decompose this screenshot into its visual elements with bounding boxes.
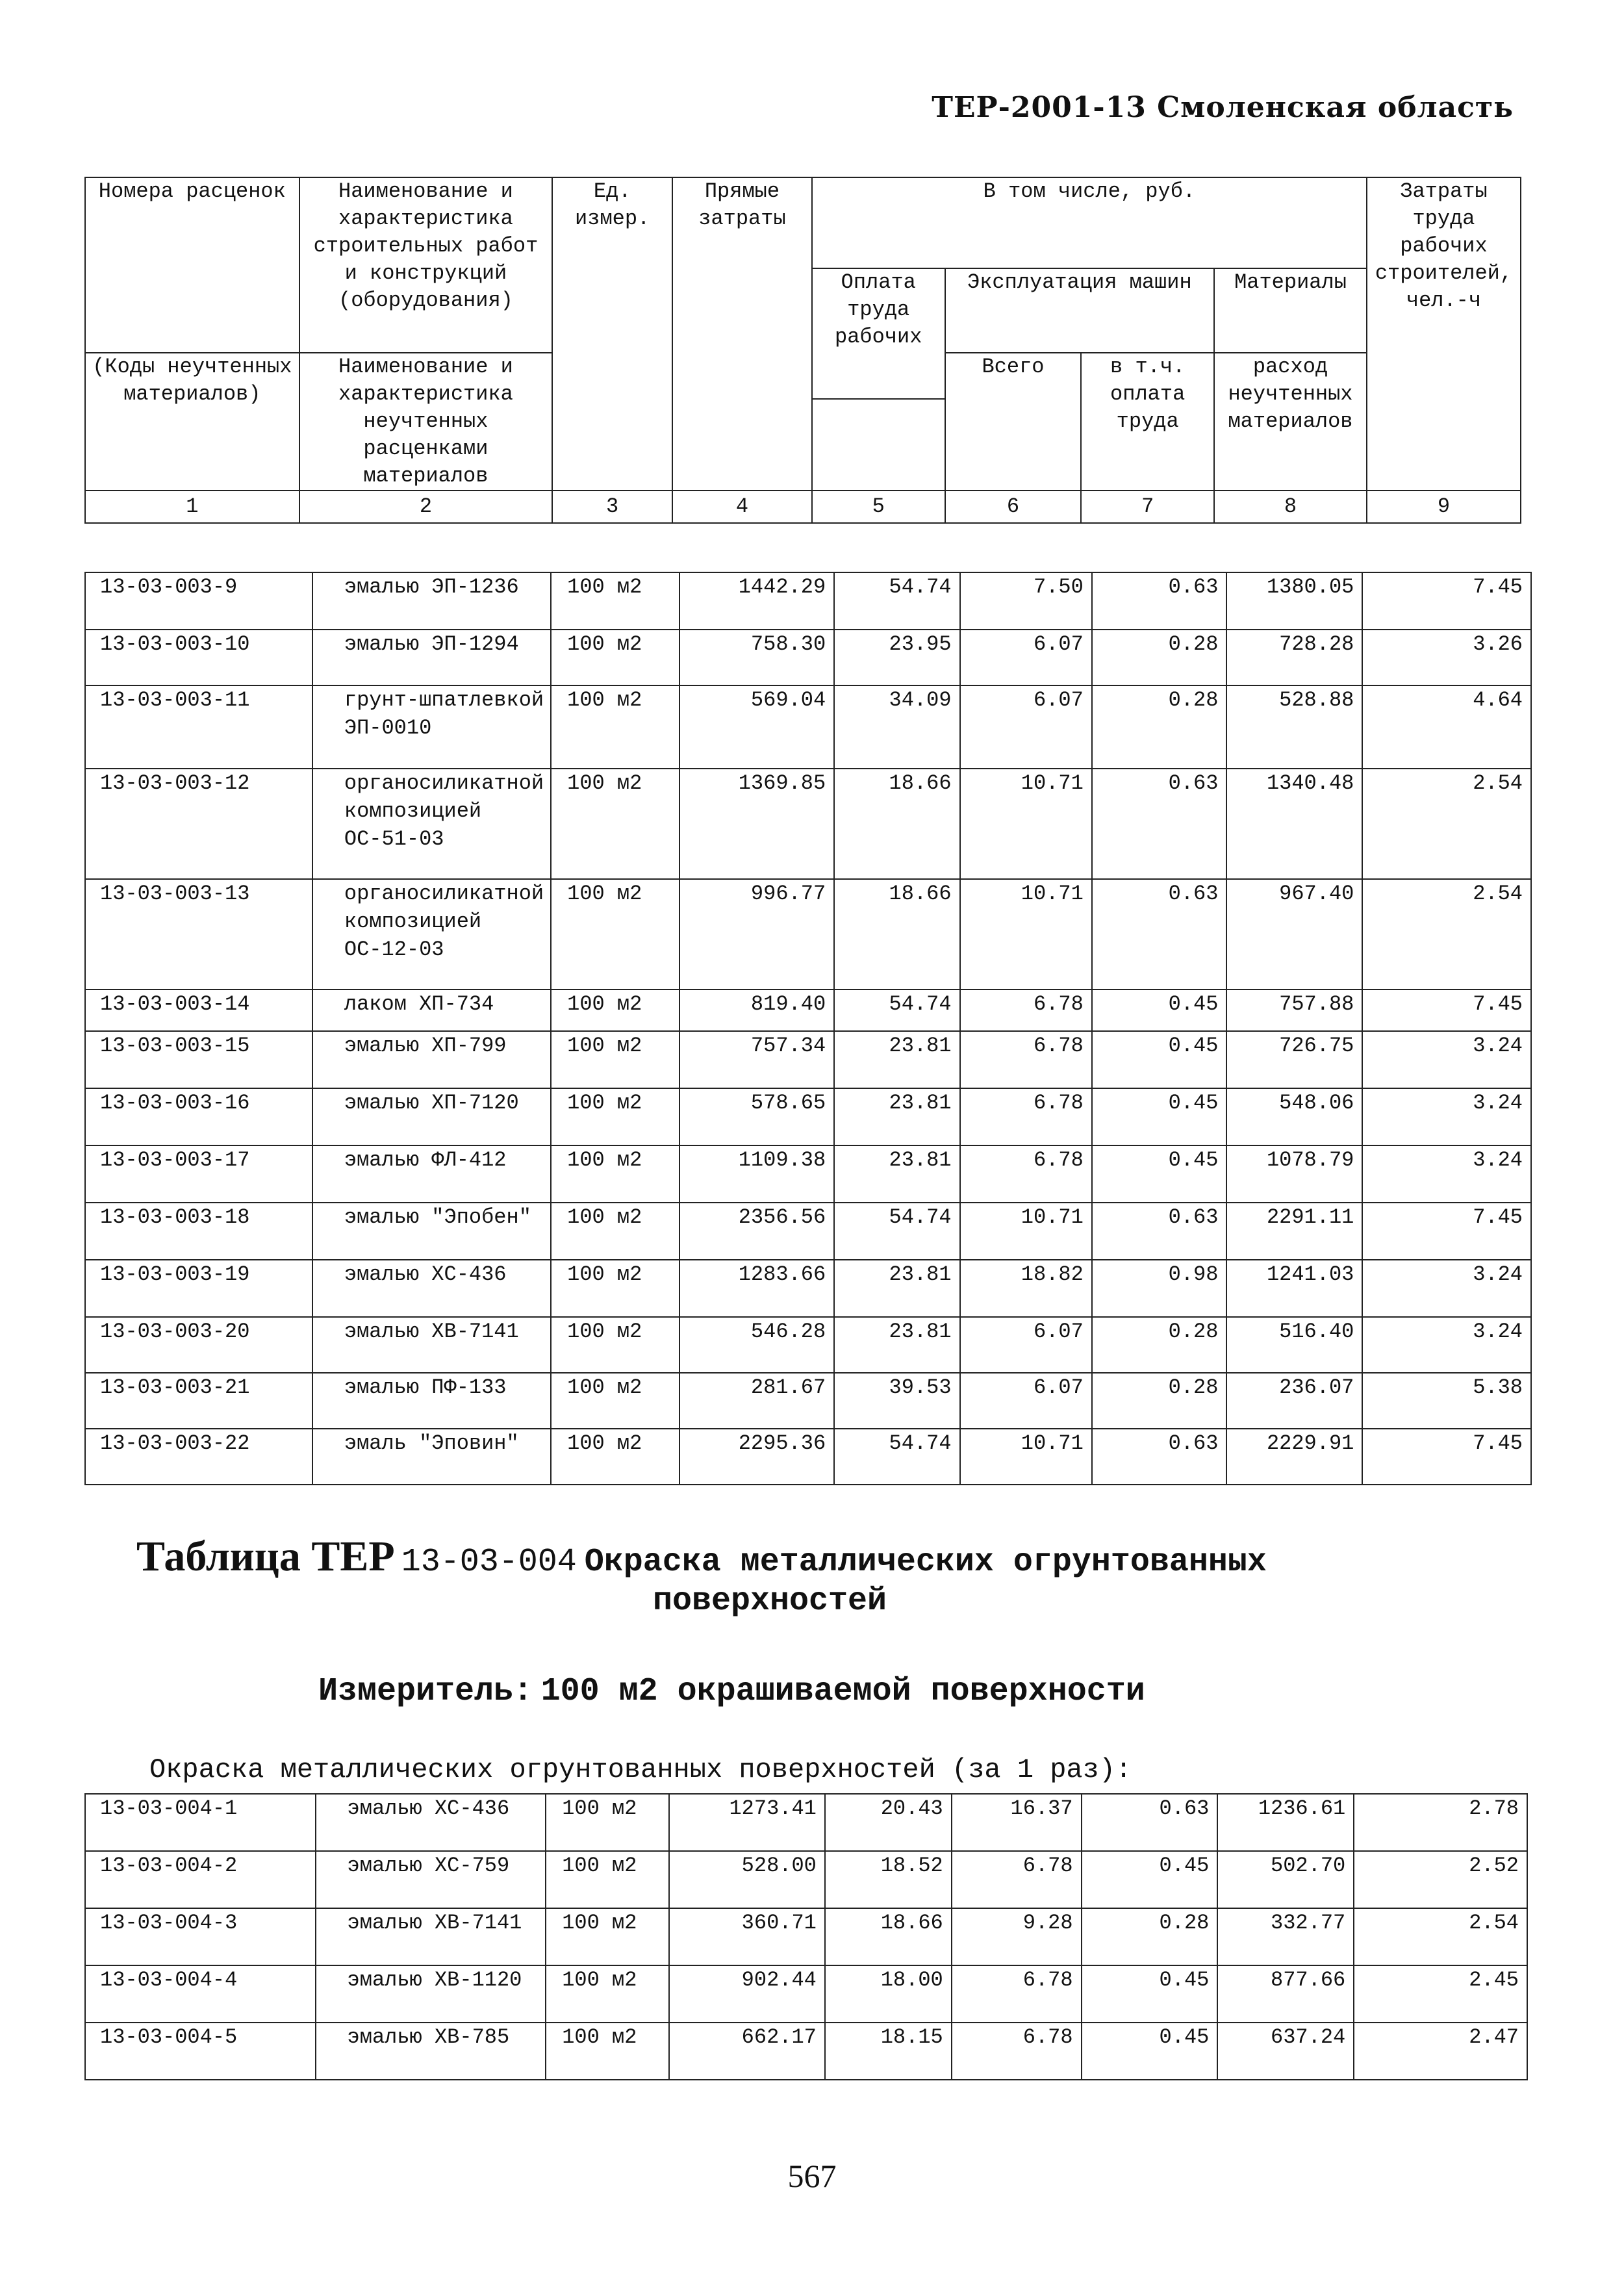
table-row — [85, 2023, 1527, 2080]
unit-cell: 100 м2 — [551, 1088, 679, 1145]
machines-labor-pay-cell: 0.63 — [1092, 572, 1227, 630]
table-title-name: Окраска металлических огрунтованных — [584, 1544, 1267, 1581]
direct-costs-cell: 996.77 — [679, 879, 834, 990]
direct-costs-cell: 662.17 — [669, 2023, 825, 2080]
table-row — [85, 1851, 1527, 1908]
machines-total-cell: 6.78 — [952, 1851, 1082, 1908]
rate-code-cell: 13-03-003-18 — [85, 1203, 312, 1260]
header-spacer-cell — [812, 399, 945, 491]
unit-cell: 100 м2 — [546, 1908, 669, 1965]
direct-costs-cell: 546.28 — [679, 1317, 834, 1373]
materials-cost-cell: 548.06 — [1226, 1088, 1362, 1145]
machines-total-cell: 6.07 — [960, 685, 1092, 769]
machines-total-cell: 6.07 — [960, 630, 1092, 685]
materials-cost-cell: 1241.03 — [1226, 1260, 1362, 1317]
machines-labor-pay-cell: 0.28 — [1082, 1908, 1218, 1965]
column-header-table — [84, 177, 1521, 524]
direct-costs-cell: 360.71 — [669, 1908, 825, 1965]
header-machines-labor: в т.ч. оплата труда — [1081, 353, 1214, 491]
direct-costs-cell: 569.04 — [679, 685, 834, 769]
work-name-cell: эмалью ХС-436 — [316, 1794, 546, 1851]
header-labor-pay: Оплата труда рабочих — [812, 268, 945, 399]
labor-pay-cell: 54.74 — [834, 990, 959, 1031]
work-name-cell: эмалью ХВ-7141 — [316, 1908, 546, 1965]
rate-code-cell: 13-03-003-12 — [85, 769, 312, 879]
rate-code-cell: 13-03-003-11 — [85, 685, 312, 769]
labor-pay-cell: 18.66 — [834, 769, 959, 879]
column-number: 4 — [672, 491, 812, 523]
table-row — [85, 1373, 1531, 1429]
unit-cell: 100 м2 — [546, 2023, 669, 2080]
table-row — [85, 879, 1531, 990]
column-number: 7 — [1081, 491, 1214, 523]
rates-table-13-03-003 — [84, 572, 1532, 1485]
table-row — [85, 1429, 1531, 1485]
machines-total-cell: 9.28 — [952, 1908, 1082, 1965]
machines-total-cell: 6.78 — [960, 1145, 1092, 1203]
header-unit: Ед. измер. — [552, 177, 672, 491]
machines-labor-pay-cell: 0.45 — [1092, 1031, 1227, 1088]
work-name-cell: лаком ХП-734 — [312, 990, 551, 1031]
header-unaccounted-usage: расход неучтенных материалов — [1214, 353, 1367, 491]
column-number: 8 — [1214, 491, 1367, 523]
machines-labor-pay-cell: 0.63 — [1092, 769, 1227, 879]
work-name-cell: эмалью ФЛ-412 — [312, 1145, 551, 1203]
machines-labor-pay-cell: 0.28 — [1092, 1317, 1227, 1373]
rate-code-cell: 13-03-003-17 — [85, 1145, 312, 1203]
labor-hours-cell: 2.78 — [1354, 1794, 1527, 1851]
unit-cell: 100 м2 — [551, 769, 679, 879]
unit-cell: 100 м2 — [551, 879, 679, 990]
labor-hours-cell: 7.45 — [1362, 990, 1531, 1031]
table-row — [85, 1260, 1531, 1317]
work-name-cell: эмалью "Эпобен" — [312, 1203, 551, 1260]
materials-cost-cell: 1380.05 — [1226, 572, 1362, 630]
work-name-cell: эмаль "Эповин" — [312, 1429, 551, 1485]
labor-pay-cell: 18.66 — [834, 879, 959, 990]
materials-cost-cell: 726.75 — [1226, 1031, 1362, 1088]
materials-cost-cell: 728.28 — [1226, 630, 1362, 685]
materials-cost-cell: 516.40 — [1226, 1317, 1362, 1373]
labor-pay-cell: 23.81 — [834, 1260, 959, 1317]
unit-cell: 100 м2 — [551, 1145, 679, 1203]
unit-cell: 100 м2 — [551, 990, 679, 1031]
materials-cost-cell: 1340.48 — [1226, 769, 1362, 879]
work-name-cell: эмалью ХС-436 — [312, 1260, 551, 1317]
labor-pay-cell: 39.53 — [834, 1373, 959, 1429]
direct-costs-cell: 1369.85 — [679, 769, 834, 879]
direct-costs-cell: 578.65 — [679, 1088, 834, 1145]
machines-labor-pay-cell: 0.45 — [1092, 990, 1227, 1031]
machines-total-cell: 6.07 — [960, 1317, 1092, 1373]
table-row — [85, 990, 1531, 1031]
labor-pay-cell: 23.81 — [834, 1145, 959, 1203]
work-name-cell: эмалью ХВ-7141 — [312, 1317, 551, 1373]
table-row — [85, 1794, 1527, 1851]
work-name-cell: эмалью ЭП-1236 — [312, 572, 551, 630]
header-materials: Материалы — [1214, 268, 1367, 353]
measure-label: Измеритель: — [318, 1673, 533, 1710]
direct-costs-cell: 1109.38 — [679, 1145, 834, 1203]
machines-total-cell: 6.78 — [960, 990, 1092, 1031]
work-name-cell: эмалью ХВ-1120 — [316, 1965, 546, 2023]
materials-cost-cell: 502.70 — [1217, 1851, 1354, 1908]
labor-hours-cell: 3.26 — [1362, 630, 1531, 685]
machines-total-cell: 6.78 — [952, 1965, 1082, 2023]
table-row — [85, 1145, 1531, 1203]
labor-pay-cell: 18.00 — [825, 1965, 952, 2023]
materials-cost-cell: 877.66 — [1217, 1965, 1354, 2023]
machines-total-cell: 7.50 — [960, 572, 1092, 630]
labor-pay-cell: 54.74 — [834, 1203, 959, 1260]
labor-hours-cell: 3.24 — [1362, 1260, 1531, 1317]
labor-pay-cell: 34.09 — [834, 685, 959, 769]
column-number: 1 — [85, 491, 299, 523]
labor-pay-cell: 23.95 — [834, 630, 959, 685]
labor-hours-cell: 2.54 — [1362, 879, 1531, 990]
labor-pay-cell: 18.15 — [825, 2023, 952, 2080]
machines-total-cell: 6.78 — [960, 1031, 1092, 1088]
labor-hours-cell: 2.45 — [1354, 1965, 1527, 2023]
header-unaccounted-names: Наименование и характеристика неучтенных расценками материалов — [299, 353, 553, 491]
header-machines-total: Всего — [945, 353, 1082, 491]
labor-hours-cell: 3.24 — [1362, 1145, 1531, 1203]
work-name-cell: эмалью ХВ-785 — [316, 2023, 546, 2080]
direct-costs-cell: 2295.36 — [679, 1429, 834, 1485]
machines-labor-pay-cell: 0.45 — [1092, 1088, 1227, 1145]
work-name-cell: грунт-шпатлевкой ЭП-0010 — [312, 685, 551, 769]
direct-costs-cell: 2356.56 — [679, 1203, 834, 1260]
direct-costs-cell: 528.00 — [669, 1851, 825, 1908]
column-number: 5 — [812, 491, 945, 523]
direct-costs-cell: 1442.29 — [679, 572, 834, 630]
table-row — [85, 685, 1531, 769]
labor-pay-cell: 18.52 — [825, 1851, 952, 1908]
labor-hours-cell: 2.52 — [1354, 1851, 1527, 1908]
rate-code-cell: 13-03-003-22 — [85, 1429, 312, 1485]
materials-cost-cell: 1236.61 — [1217, 1794, 1354, 1851]
labor-hours-cell: 7.45 — [1362, 1429, 1531, 1485]
machines-labor-pay-cell: 0.45 — [1082, 2023, 1218, 2080]
machines-total-cell: 6.78 — [960, 1088, 1092, 1145]
unit-cell: 100 м2 — [551, 1203, 679, 1260]
materials-cost-cell: 637.24 — [1217, 2023, 1354, 2080]
table-row — [85, 1088, 1531, 1145]
unit-cell: 100 м2 — [551, 630, 679, 685]
labor-hours-cell: 5.38 — [1362, 1373, 1531, 1429]
rate-code-cell: 13-03-003-20 — [85, 1317, 312, 1373]
unit-cell: 100 м2 — [546, 1851, 669, 1908]
machines-labor-pay-cell: 0.63 — [1092, 879, 1227, 990]
machines-labor-pay-cell: 0.63 — [1092, 1429, 1227, 1485]
materials-cost-cell: 2229.91 — [1226, 1429, 1362, 1485]
machines-labor-pay-cell: 0.98 — [1092, 1260, 1227, 1317]
work-name-cell: эмалью ПФ-133 — [312, 1373, 551, 1429]
rate-code-cell: 13-03-003-14 — [85, 990, 312, 1031]
work-name-cell: эмалью ХП-799 — [312, 1031, 551, 1088]
machines-labor-pay-cell: 0.28 — [1092, 685, 1227, 769]
labor-hours-cell: 3.24 — [1362, 1088, 1531, 1145]
header-including-group: В том числе, руб. — [812, 177, 1367, 268]
machines-labor-pay-cell: 0.63 — [1092, 1203, 1227, 1260]
unit-cell: 100 м2 — [551, 1429, 679, 1485]
unit-cell: 100 м2 — [551, 685, 679, 769]
work-name-cell: эмалью ХС-759 — [316, 1851, 546, 1908]
labor-hours-cell: 3.24 — [1362, 1031, 1531, 1088]
labor-pay-cell: 18.66 — [825, 1908, 952, 1965]
measure-line — [318, 1670, 1145, 1710]
labor-pay-cell: 23.81 — [834, 1317, 959, 1373]
column-number: 2 — [299, 491, 553, 523]
section-caption: Окраска металлических огрунтованных поверхностей (за 1 раз): — [149, 1754, 1132, 1785]
machines-labor-pay-cell: 0.45 — [1082, 1965, 1218, 2023]
table-row — [85, 1203, 1531, 1260]
unit-cell: 100 м2 — [551, 1373, 679, 1429]
direct-costs-cell: 1283.66 — [679, 1260, 834, 1317]
table-row — [85, 769, 1531, 879]
work-name-cell: органосиликатной композицией ОС-51-03 — [312, 769, 551, 879]
rates-table-13-03-004 — [84, 1793, 1528, 2080]
labor-hours-cell: 2.54 — [1362, 769, 1531, 879]
materials-cost-cell: 1078.79 — [1226, 1145, 1362, 1203]
table-title-code: 13-03-004 — [401, 1544, 577, 1581]
labor-hours-cell: 7.45 — [1362, 1203, 1531, 1260]
column-number: 6 — [945, 491, 1082, 523]
direct-costs-cell: 281.67 — [679, 1373, 834, 1429]
column-number: 9 — [1367, 491, 1521, 523]
direct-costs-cell: 819.40 — [679, 990, 834, 1031]
rate-code-cell: 13-03-003-16 — [85, 1088, 312, 1145]
rate-code-cell: 13-03-003-15 — [85, 1031, 312, 1088]
labor-hours-cell: 3.24 — [1362, 1317, 1531, 1373]
materials-cost-cell: 236.07 — [1226, 1373, 1362, 1429]
materials-cost-cell: 967.40 — [1226, 879, 1362, 990]
machines-total-cell: 6.07 — [960, 1373, 1092, 1429]
direct-costs-cell: 757.34 — [679, 1031, 834, 1088]
machines-total-cell: 10.71 — [960, 769, 1092, 879]
rate-code-cell: 13-03-003-19 — [85, 1260, 312, 1317]
rate-code-cell: 13-03-003-10 — [85, 630, 312, 685]
labor-hours-cell: 2.47 — [1354, 2023, 1527, 2080]
rate-code-cell: 13-03-004-5 — [85, 2023, 316, 2080]
machines-labor-pay-cell: 0.45 — [1092, 1145, 1227, 1203]
machines-total-cell: 16.37 — [952, 1794, 1082, 1851]
machines-total-cell: 18.82 — [960, 1260, 1092, 1317]
materials-cost-cell: 2291.11 — [1226, 1203, 1362, 1260]
machines-labor-pay-cell: 0.28 — [1092, 630, 1227, 685]
table-title-lead: Таблица ТЕР — [136, 1533, 395, 1580]
header-labor-hours: Затраты труда рабочих строителей, чел.-ч — [1367, 177, 1521, 491]
labor-pay-cell: 20.43 — [825, 1794, 952, 1851]
machines-labor-pay-cell: 0.63 — [1082, 1794, 1218, 1851]
table-row — [85, 1317, 1531, 1373]
unit-cell: 100 м2 — [546, 1965, 669, 2023]
table-row — [85, 1908, 1527, 1965]
work-name-cell: органосиликатной композицией ОС-12-03 — [312, 879, 551, 990]
machines-labor-pay-cell: 0.28 — [1092, 1373, 1227, 1429]
rate-code-cell: 13-03-004-2 — [85, 1851, 316, 1908]
document-title: ТЕР-2001-13 Смоленская область — [932, 91, 1514, 124]
table-row — [85, 630, 1531, 685]
machines-total-cell: 10.71 — [960, 1429, 1092, 1485]
labor-hours-cell: 4.64 — [1362, 685, 1531, 769]
unit-cell: 100 м2 — [551, 572, 679, 630]
table-title-name-cont: поверхностей — [653, 1583, 887, 1620]
machines-total-cell: 6.78 — [952, 2023, 1082, 2080]
work-name-cell: эмалью ХП-7120 — [312, 1088, 551, 1145]
materials-cost-cell: 332.77 — [1217, 1908, 1354, 1965]
unit-cell: 100 м2 — [551, 1317, 679, 1373]
page-number: 567 — [787, 2158, 837, 2194]
header-work-name: Наименование и характеристика строительных работ и конструкций (оборудования) — [299, 177, 553, 353]
rate-code-cell: 13-03-004-1 — [85, 1794, 316, 1851]
table-row — [85, 1031, 1531, 1088]
header-rate-number: Номера расценок — [85, 177, 299, 353]
machines-total-cell: 10.71 — [960, 1203, 1092, 1260]
table-row — [85, 572, 1531, 630]
direct-costs-cell: 902.44 — [669, 1965, 825, 2023]
labor-hours-cell: 2.54 — [1354, 1908, 1527, 1965]
rate-code-cell: 13-03-003-13 — [85, 879, 312, 990]
labor-pay-cell: 23.81 — [834, 1088, 959, 1145]
direct-costs-cell: 758.30 — [679, 630, 834, 685]
header-unaccounted-codes: (Коды неучтенных материалов) — [85, 353, 299, 491]
measure-value: 100 м2 окрашиваемой поверхности — [540, 1673, 1145, 1710]
header-direct-costs: Прямые затраты — [672, 177, 812, 491]
table-row — [85, 1965, 1527, 2023]
column-number: 3 — [552, 491, 672, 523]
unit-cell: 100 м2 — [551, 1260, 679, 1317]
work-name-cell: эмалью ЭП-1294 — [312, 630, 551, 685]
unit-cell: 100 м2 — [551, 1031, 679, 1088]
rate-code-cell: 13-03-004-3 — [85, 1908, 316, 1965]
labor-hours-cell: 7.45 — [1362, 572, 1531, 630]
labor-pay-cell: 54.74 — [834, 1429, 959, 1485]
direct-costs-cell: 1273.41 — [669, 1794, 825, 1851]
machines-labor-pay-cell: 0.45 — [1082, 1851, 1218, 1908]
header-machines: Эксплуатация машин — [945, 268, 1214, 353]
materials-cost-cell: 757.88 — [1226, 990, 1362, 1031]
labor-pay-cell: 23.81 — [834, 1031, 959, 1088]
materials-cost-cell: 528.88 — [1226, 685, 1362, 769]
labor-pay-cell: 54.74 — [834, 572, 959, 630]
machines-total-cell: 10.71 — [960, 879, 1092, 990]
rate-code-cell: 13-03-003-21 — [85, 1373, 312, 1429]
unit-cell: 100 м2 — [546, 1794, 669, 1851]
rate-code-cell: 13-03-004-4 — [85, 1965, 316, 2023]
rate-code-cell: 13-03-003-9 — [85, 572, 312, 630]
